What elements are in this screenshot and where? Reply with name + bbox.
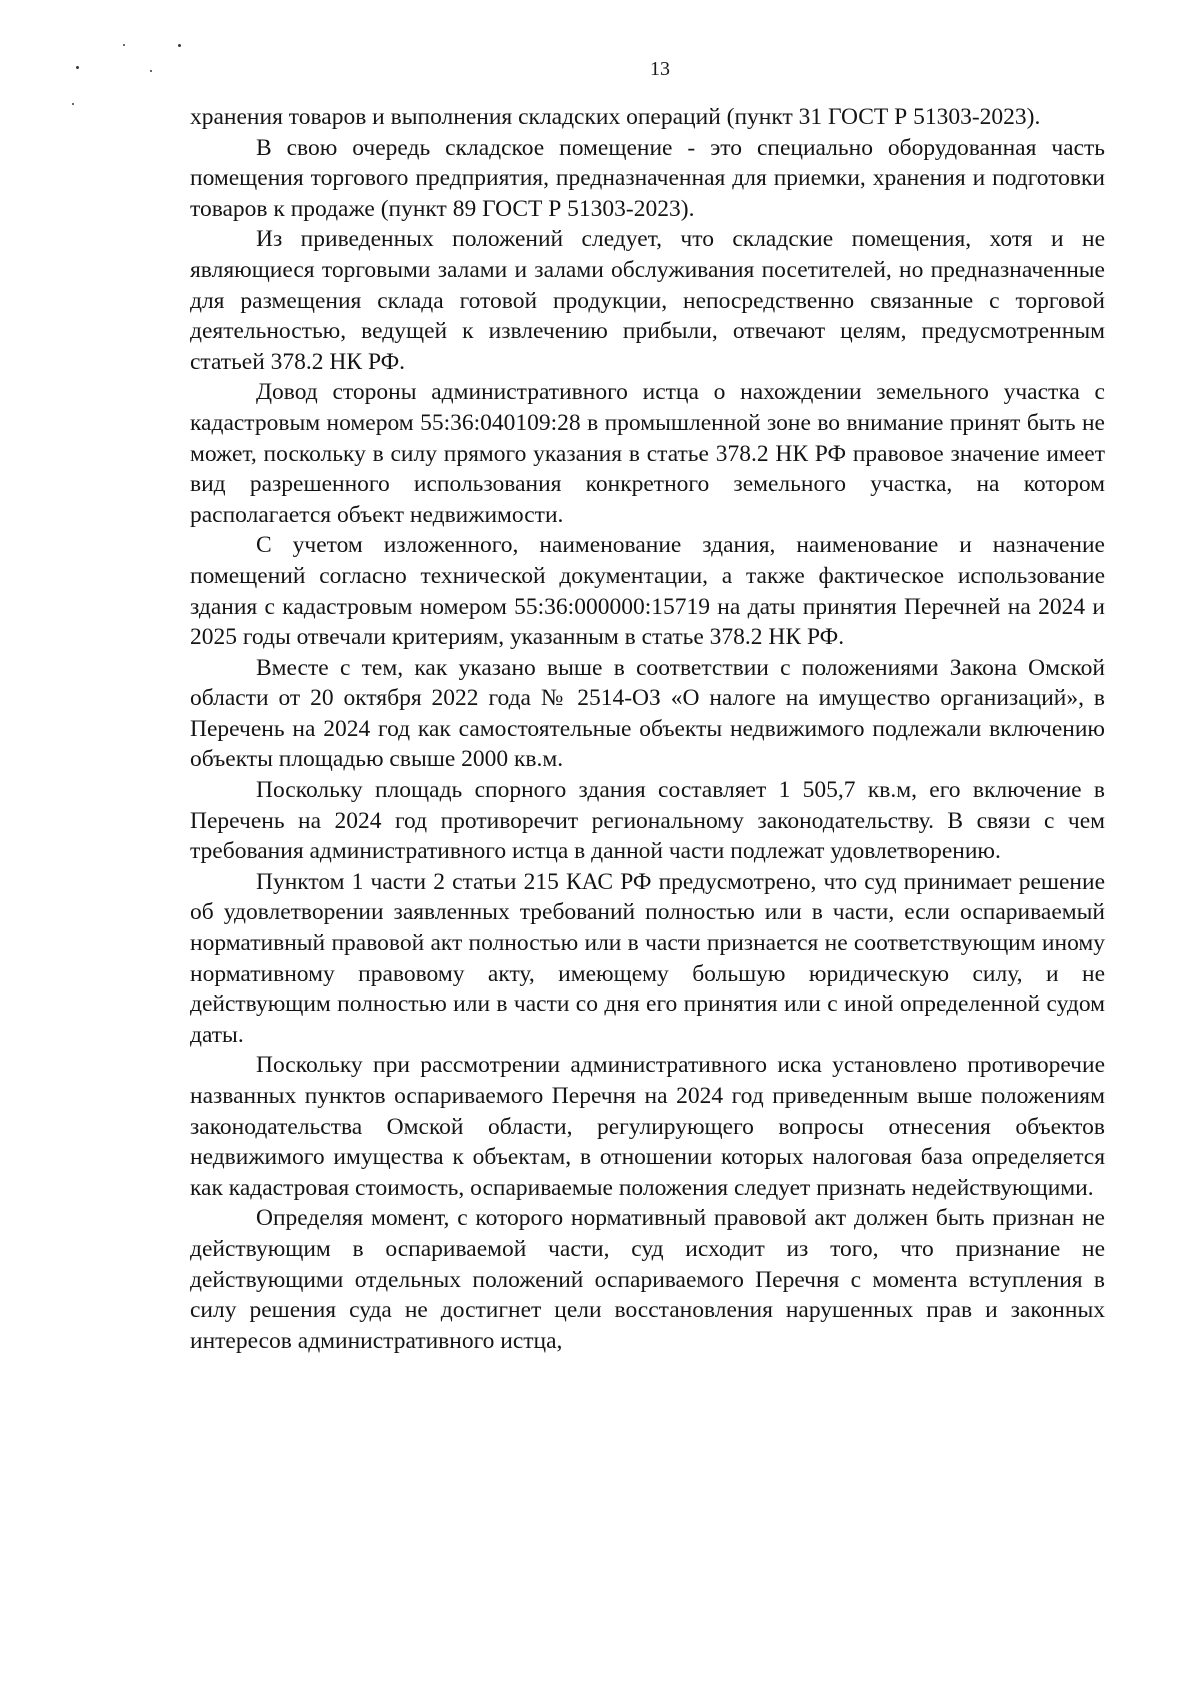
paragraph: Поскольку площадь спорного здания составляет 1 505,7 кв.м, его включение в Перечень на 2024 год противоречит региональному законодательству. В связи с чем требования административного истца в данной части подлежат удовлетворению. (190, 777, 1105, 865)
paragraph: Пунктом 1 части 2 статьи 215 КАС РФ предусмотрено, что суд принимает решение об удовлетворении заявленных требований полностью или в части, если оспариваемый нормативный правовой акт полностью или в части признается не соответствующим иному нормативному правовому акту, имеющему большую юридическую силу, и не действующим полностью или в части со дня его принятия или с иной определенной судом даты. (190, 868, 1105, 1048)
paragraph: Из приведенных положений следует, что складские помещения, хотя и не являющиеся торговыми залами и залами обслуживания посетителей, но предназначенные для размещения склада готовой продукции, непосредственно связанные с торговой деятельностью, ведущей к извлечению прибыли, отвечают целям, предусмотренным статьей 378.2 НК РФ. (190, 226, 1105, 375)
paragraph: Определяя момент, с которого нормативный правовой акт должен быть признан не действующим в оспариваемой части, суд исходит из того, что признание не действующими отдельных положений оспариваемого Перечня с момента вступления в силу решения суда не достигнет цели восстановления нарушенных прав и законных интересов административного истца, (190, 1205, 1105, 1354)
page-number: 13 (650, 58, 670, 80)
scan-speck (72, 103, 74, 105)
paragraph: Поскольку при рассмотрении административного иска установлено противоречие названных пунктов оспариваемого Перечня на 2024 год приведенным выше положениям законодательства Омской области, регулирующего вопросы отнесения объектов недвижимого имущества к объектам, в отношении которых налоговая база определяется как кадастровая стоимость, оспариваемые положения следует признать недействующими. (190, 1052, 1105, 1201)
document-body (190, 102, 1105, 1356)
paragraph: В свою очередь складское помещение - это специально оборудованная часть помещения торгового предприятия, предназначенная для приемки, хранения и подготовки товаров к продаже (пункт 89 ГОСТ Р 51303-2023). (190, 134, 1105, 222)
paragraph: С учетом изложенного, наименование здания, наименование и назначение помещений согласно технической документации, а также фактическое использование здания с кадастровым номером 55:36:000000:15719 на даты принятия Перечней на 2024 и 2025 годы отвечали критериям, указанным в статье 378.2 НК РФ. (190, 532, 1105, 651)
paragraph: Вместе с тем, как указано выше в соответствии с положениями Закона Омской области от 20 октября 2022 года № 2514-ОЗ «О налоге на имущество организаций», в Перечень на 2024 год как самостоятельные объекты недвижимого подлежали включению объекты площадью свыше 2000 кв.м. (190, 654, 1105, 773)
scan-speck (178, 44, 181, 47)
paragraph: Довод стороны административного истца о нахождении земельного участка с кадастровым номером 55:36:040109:28 в промышленной зоне во внимание принят быть не может, поскольку в силу прямого указания в статье 378.2 НК РФ правовое значение имеет вид разрешенного использования конкретного земельного участка, на котором располагается объект недвижимости. (190, 379, 1105, 528)
paragraph: хранения товаров и выполнения складских операций (пункт 31 ГОСТ Р 51303-2023). (190, 104, 1041, 130)
scan-speck (123, 44, 125, 46)
